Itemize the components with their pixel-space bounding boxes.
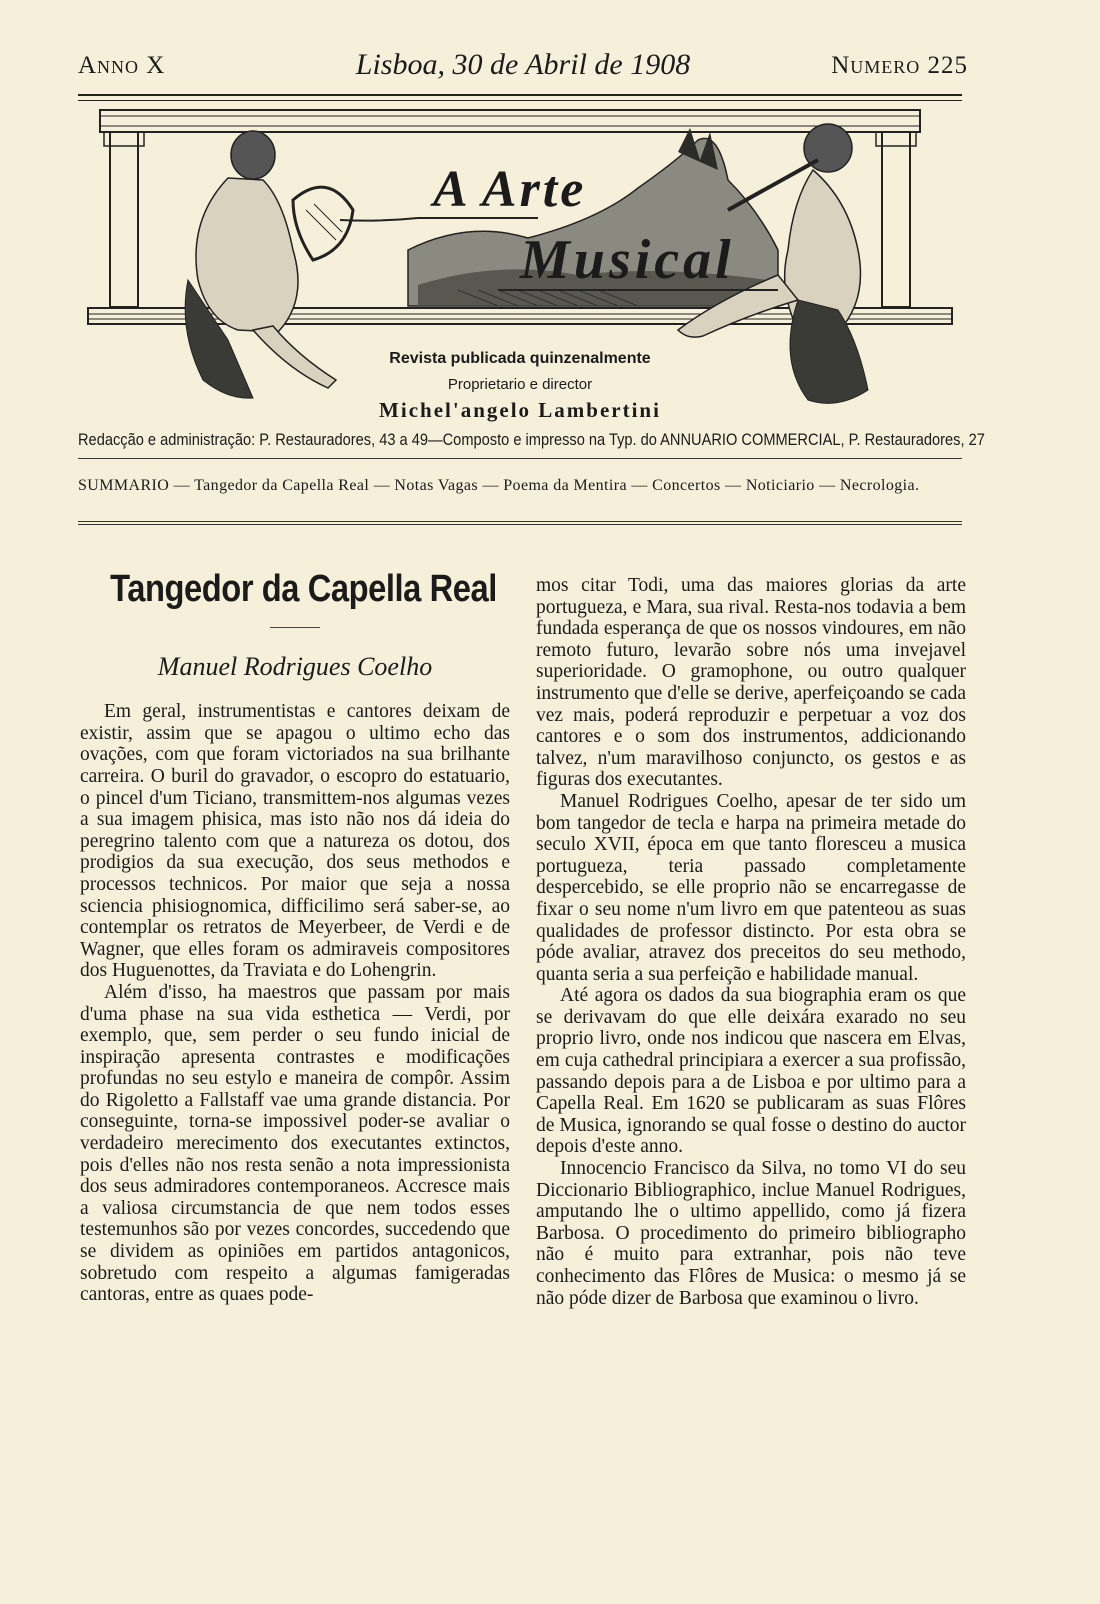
issue-number: Numero 225 (831, 52, 968, 79)
left-column (80, 568, 510, 1306)
article-author: Manuel Rodrigues Coelho (157, 651, 433, 681)
right-column (536, 575, 966, 1309)
article-title: Tangedor da Capella Real (110, 568, 497, 610)
masthead-title-line2: Musical (520, 229, 735, 291)
issue-header (78, 48, 968, 88)
summary: SUMMARIO — Tangedor da Capella Real — Notas Vagas — Poema da Mentira — Concertos — Noticiario — Necrologia. (78, 477, 920, 494)
masthead (78, 100, 962, 425)
paragraph: Innocencio Francisco da Silva, no tomo VI do seu Diccionario Bibliographico, inclue Manuel Rodrigues, amputando lhe o ultimo appellido, como já fizera Barbosa. O procedimento do primeiro bibliographo não é muito para extranhar, pois não teve conhecimento das Flôres de Musica: o mesmo já se não póde dizer de Barbosa que examinou o livro. (536, 1158, 966, 1309)
summary-bottom-rule (78, 521, 962, 525)
paragraph: Manuel Rodrigues Coelho, apesar de ter sido um bom tangedor de tecla e harpa na primeira metade do seculo XVII, época em que tanto floresceu a musica portugueza, teria passado completamente despercebido, se elle proprio não se encarregasse de fixar o seu nome n'um livro em que patenteou as suas qualidades de professor distincto. Por esta obra se póde avaliar, atravez dos preceitos do seu methodo, quanta seria a sua perfeição e habilidade manual. (536, 790, 966, 985)
masthead-subtitle: Revista publicada quinzenalmente (389, 350, 651, 367)
paragraph: mos citar Todi, uma das maiores glorias da arte portugueza, e Mara, sua rival. Resta-nos todavia a bem fundada esperança de que os nossos vindoures, em não remoto futuro, levarão sobre nós uma invejavel superioridade. O gramophone, ou outro qualquer instrumento que d'elle se derive, aperfeiçoando se cada vez mais, poderá reproduzir e perpetuar a voz dos cantores e o som dos instrumentos, addicionando talvez, n'um maravilhoso conjuncto, os gestos e as figuras dos executantes. (536, 575, 966, 791)
masthead-director: Michel'angelo Lambertini (379, 398, 661, 422)
masthead-role: Proprietario e director (447, 376, 593, 393)
issue-year: Anno X (78, 52, 166, 79)
paragraph: Até agora os dados da sua biographia eram os que se derivavam do que elle deixára exarado no seu proprio livro, onde nos indicou que nascera em Elvas, em cuja cathedral principiara a exercer a sua profissão, passando depois para a de Lisboa e por ultimo para a Capella Real. Em 1620 se publicaram as suas Flôres de Musica, ignorando se qual fosse o destino do auctor depois d'este anno. (536, 985, 966, 1158)
publisher-line: Redacção e administração: P. Restauradores, 43 a 49—Composto e impresso na Typ. do ANNUARIO COMMERCIAL, P. Restauradores, 27 (78, 430, 985, 449)
summary-top-rule (78, 458, 962, 460)
masthead-title-line1: A Arte (433, 161, 587, 218)
issue-date: Lisboa, 30 de Abril de 1908 (355, 48, 691, 81)
title-divider (270, 627, 320, 628)
paragraph: Além d'isso, ha maestros que passam por mais d'uma phase na sua vida esthetica — Verdi, por exemplo, que, sem perder o seu fundo inicial de inspiração apresenta contrastes e modificações profundas no seu estylo e maneira de compôr. Assim do Rigoletto a Fallstaff vae uma grande distancia. Por conseguinte, torna-se impossivel poder-se avaliar o verdadeiro merecimento dos executantes extinctos, pois d'elles não nos resta senão a nota impressionista dos seus admiradores contemporaneos. Accresce mais a valiosa circumstancia de que nem todos esses testemunhos são por vezes concordes, succedendo que se dividem as opiniões em partidos antagonicos, sobretudo com respeito a algumas famigeradas cantoras, entre as quaes pode- (80, 981, 510, 1306)
paragraph: Em geral, instrumentistas e cantores deixam de existir, assim que se apagou o ultimo echo das ovações, com que foram victoriados na sua brilhante carreira. O buril do gravador, o escopro do estatuario, o pincel d'um Ticiano, transmittem-nos algumas vezes a sua imagem phisica, mas isto não nos dá ideia do peregrino talento com que a natureza os dotou, dos prodigios da sua execução, dos seus methodos e processos technicos. Por maior que seja a nossa sciencia phisiognomica, difficilimo será saber-se, ao contemplar os retratos de Meyerbeer, de Verdi e de Wagner, que elles foram os admiraveis compositores dos Huguenottes, da Traviata e do Lohengrin. (80, 701, 510, 982)
